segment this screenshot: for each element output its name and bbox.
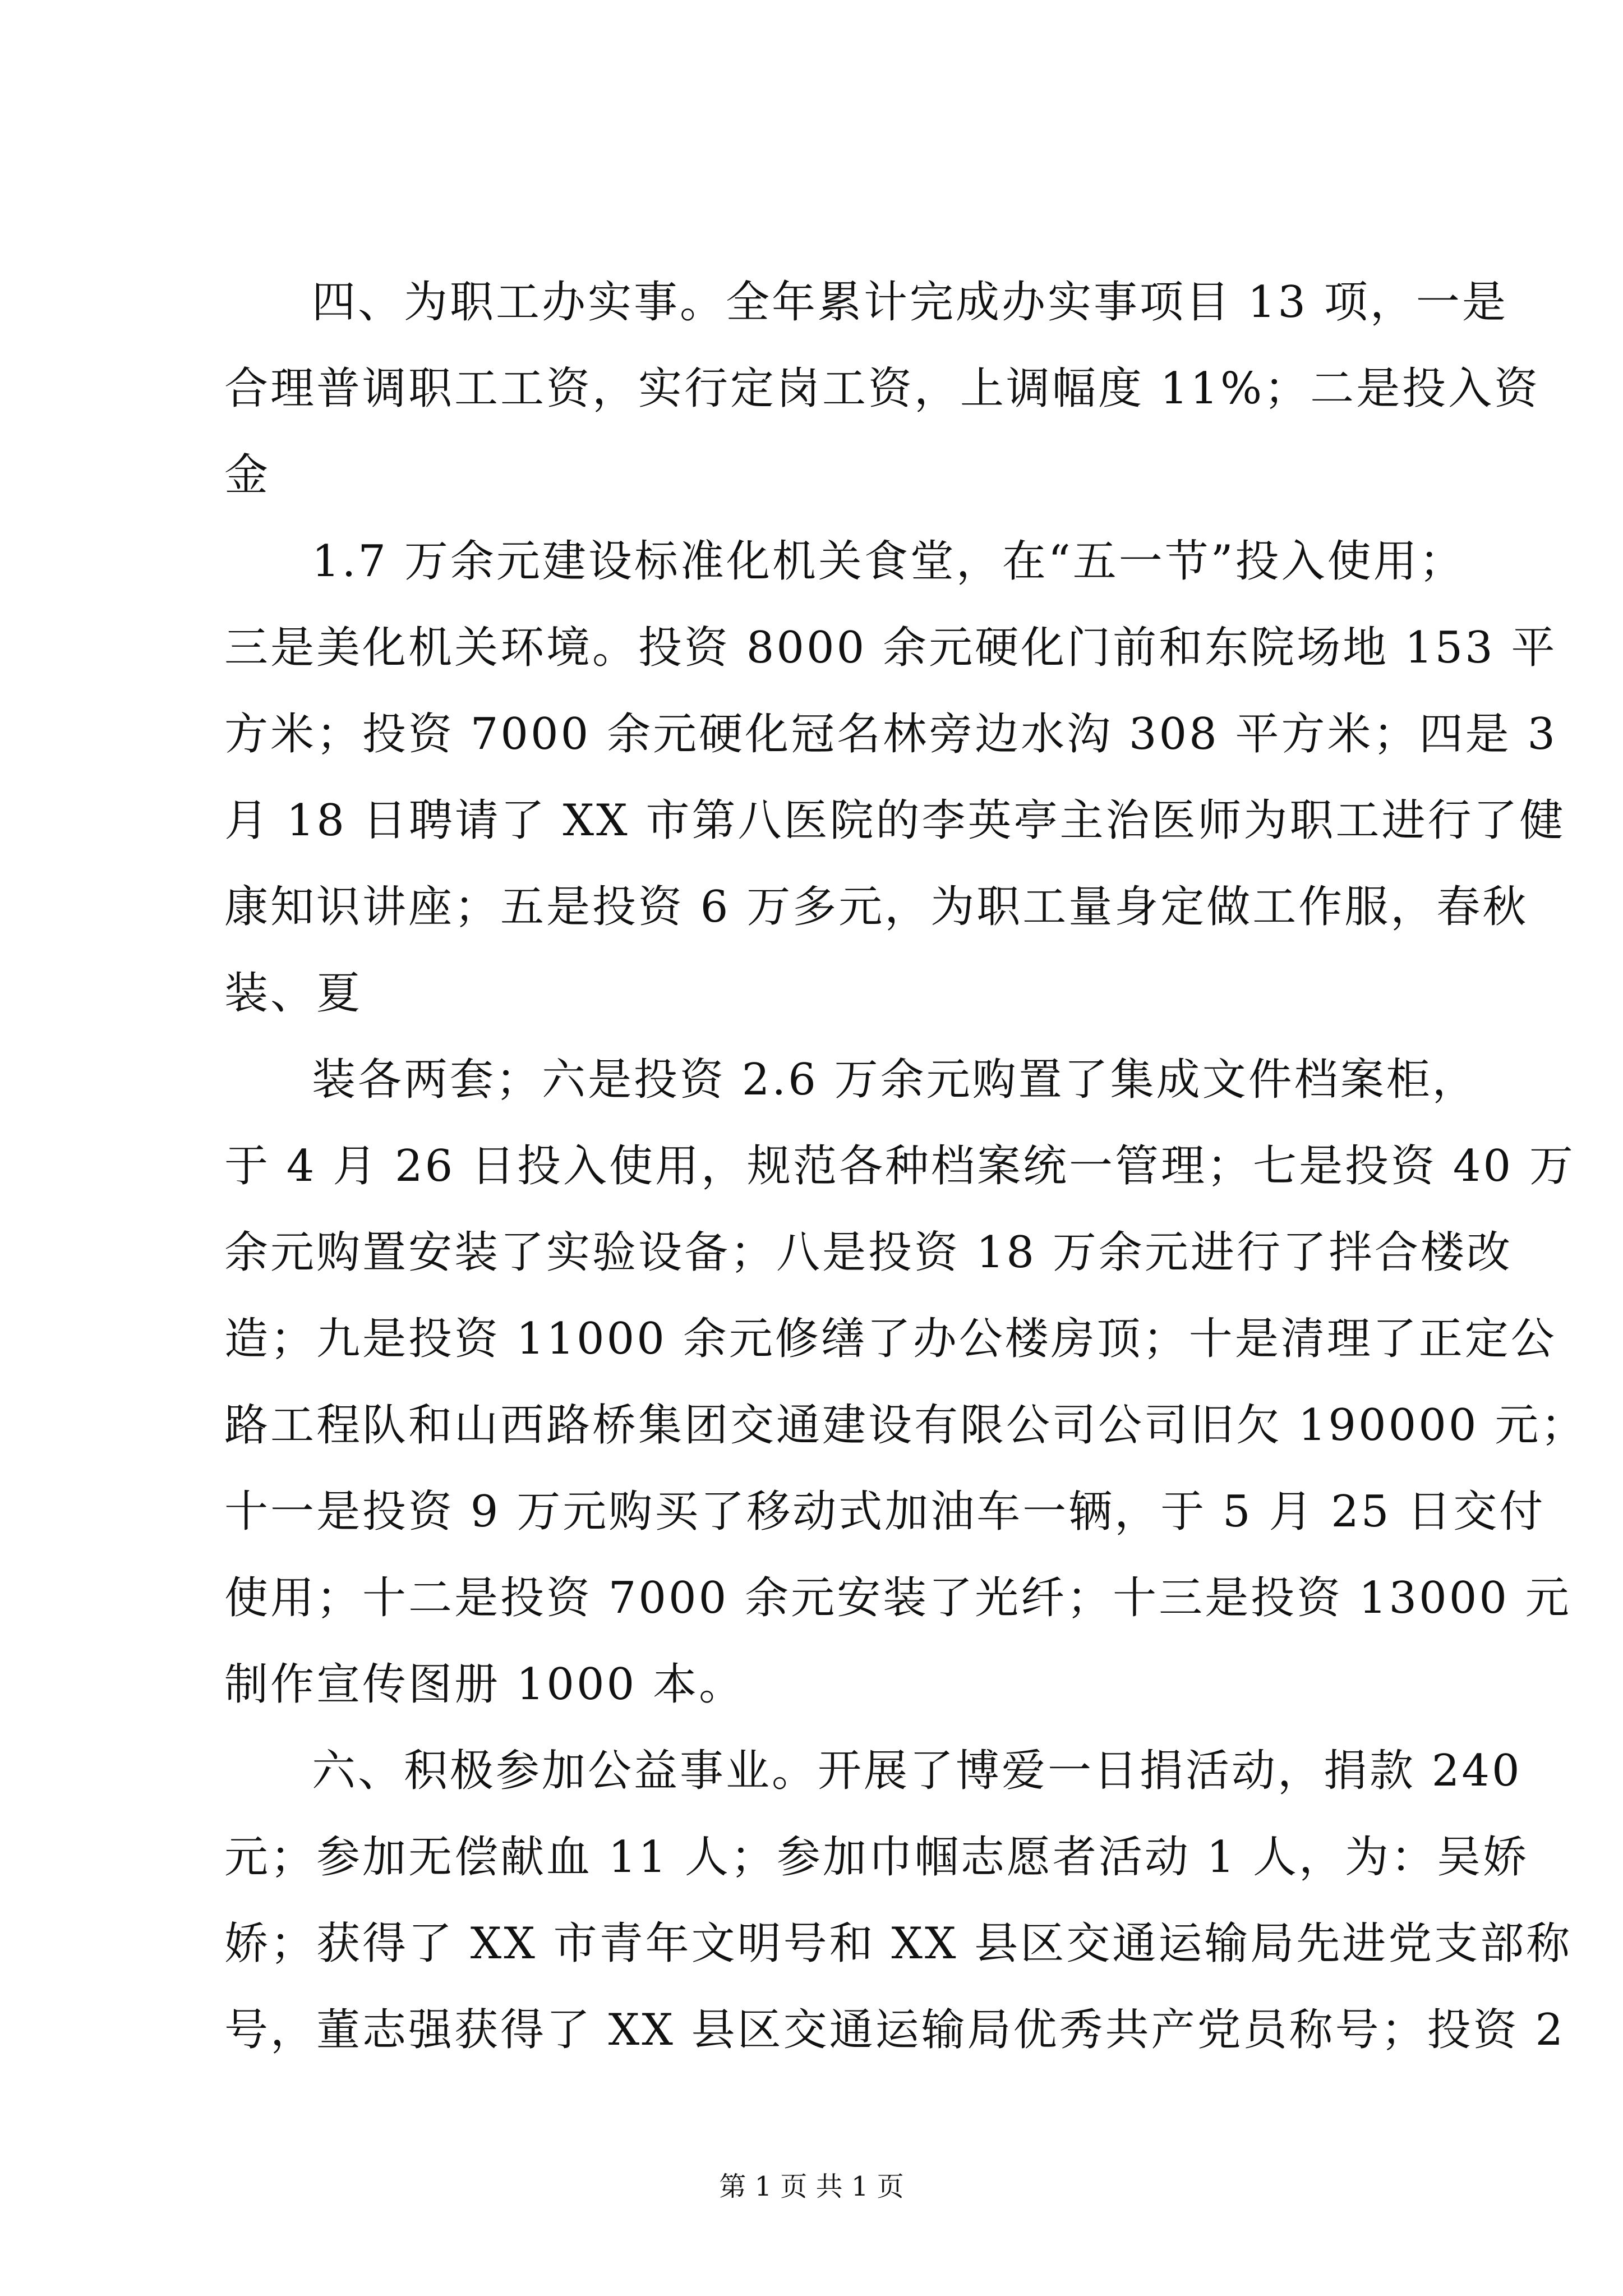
- paragraph-line: 十一是投资 9 万元购买了移动式加油车一辆，于 5 月 25 日交付: [224, 1487, 1546, 1537]
- paragraph-line: 金: [224, 450, 271, 500]
- paragraph-line: 康知识讲座；五是投资 6 万多元，为职工量身定做工作服，春秋: [224, 882, 1529, 932]
- paragraph-line: 使用；十二是投资 7000 余元安装了光纤；十三是投资 13000 元: [224, 1573, 1571, 1623]
- paragraph-line: 六、积极参加公益事业。开展了博爱一日捐活动，捐款 240: [312, 1746, 1522, 1796]
- paragraph-line: 制作宣传图册 1000 本。: [224, 1659, 745, 1710]
- paragraph-line: 装各两套；六是投资 2.6 万余元购置了集成文件档案柜，: [312, 1055, 1478, 1105]
- paragraph-line: 余元购置安装了实验设备；八是投资 18 万余元进行了拌合楼改: [224, 1227, 1513, 1278]
- document-body: [224, 259, 1587, 2073]
- paragraph-line: 方米；投资 7000 余元硬化冠名林旁边水沟 308 平方米；四是 3: [224, 709, 1557, 760]
- paragraph-line: 四、为职工办实事。全年累计完成办实事项目 13 项，一是: [312, 277, 1508, 328]
- paragraph-line: 1.7 万余元建设标准化机关食堂，在“五一节”投入使用；: [312, 536, 1465, 587]
- paragraph-line: 于 4 月 26 日投入使用，规范各种档案统一管理；七是投资 40 万: [224, 1141, 1575, 1191]
- paragraph-line: 号，董志强获得了 XX 县区交通运输局优秀共产党员称号；投资 2: [224, 2005, 1566, 2055]
- paragraph-line: 路工程队和山西路桥集团交通建设有限公司公司旧欠 190000 元；: [224, 1400, 1587, 1451]
- paragraph-line: 装、夏: [224, 968, 363, 1019]
- paragraph-line: 合理普调职工工资，实行定岗工资，上调幅度 11%；二是投入资: [224, 364, 1541, 414]
- paragraph-line: 三是美化机关环境。投资 8000 余元硬化门前和东院场地 153 平: [224, 623, 1557, 673]
- paragraph-line: 娇；获得了 XX 市青年文明号和 XX 县区交通运输局先进党支部称: [224, 1918, 1573, 1969]
- paragraph-line: 元；参加无偿献血 11 人；参加巾帼志愿者活动 1 人，为：吴娇: [224, 1832, 1529, 1883]
- paragraph-line: 造；九是投资 11000 余元修缮了办公楼房顶；十是清理了正定公: [224, 1314, 1557, 1364]
- paragraph-line: 月 18 日聘请了 XX 市第八医院的李英亭主治医师为职工进行了健: [224, 795, 1566, 846]
- page-footer: 第 1 页 共 1 页: [719, 2171, 904, 2202]
